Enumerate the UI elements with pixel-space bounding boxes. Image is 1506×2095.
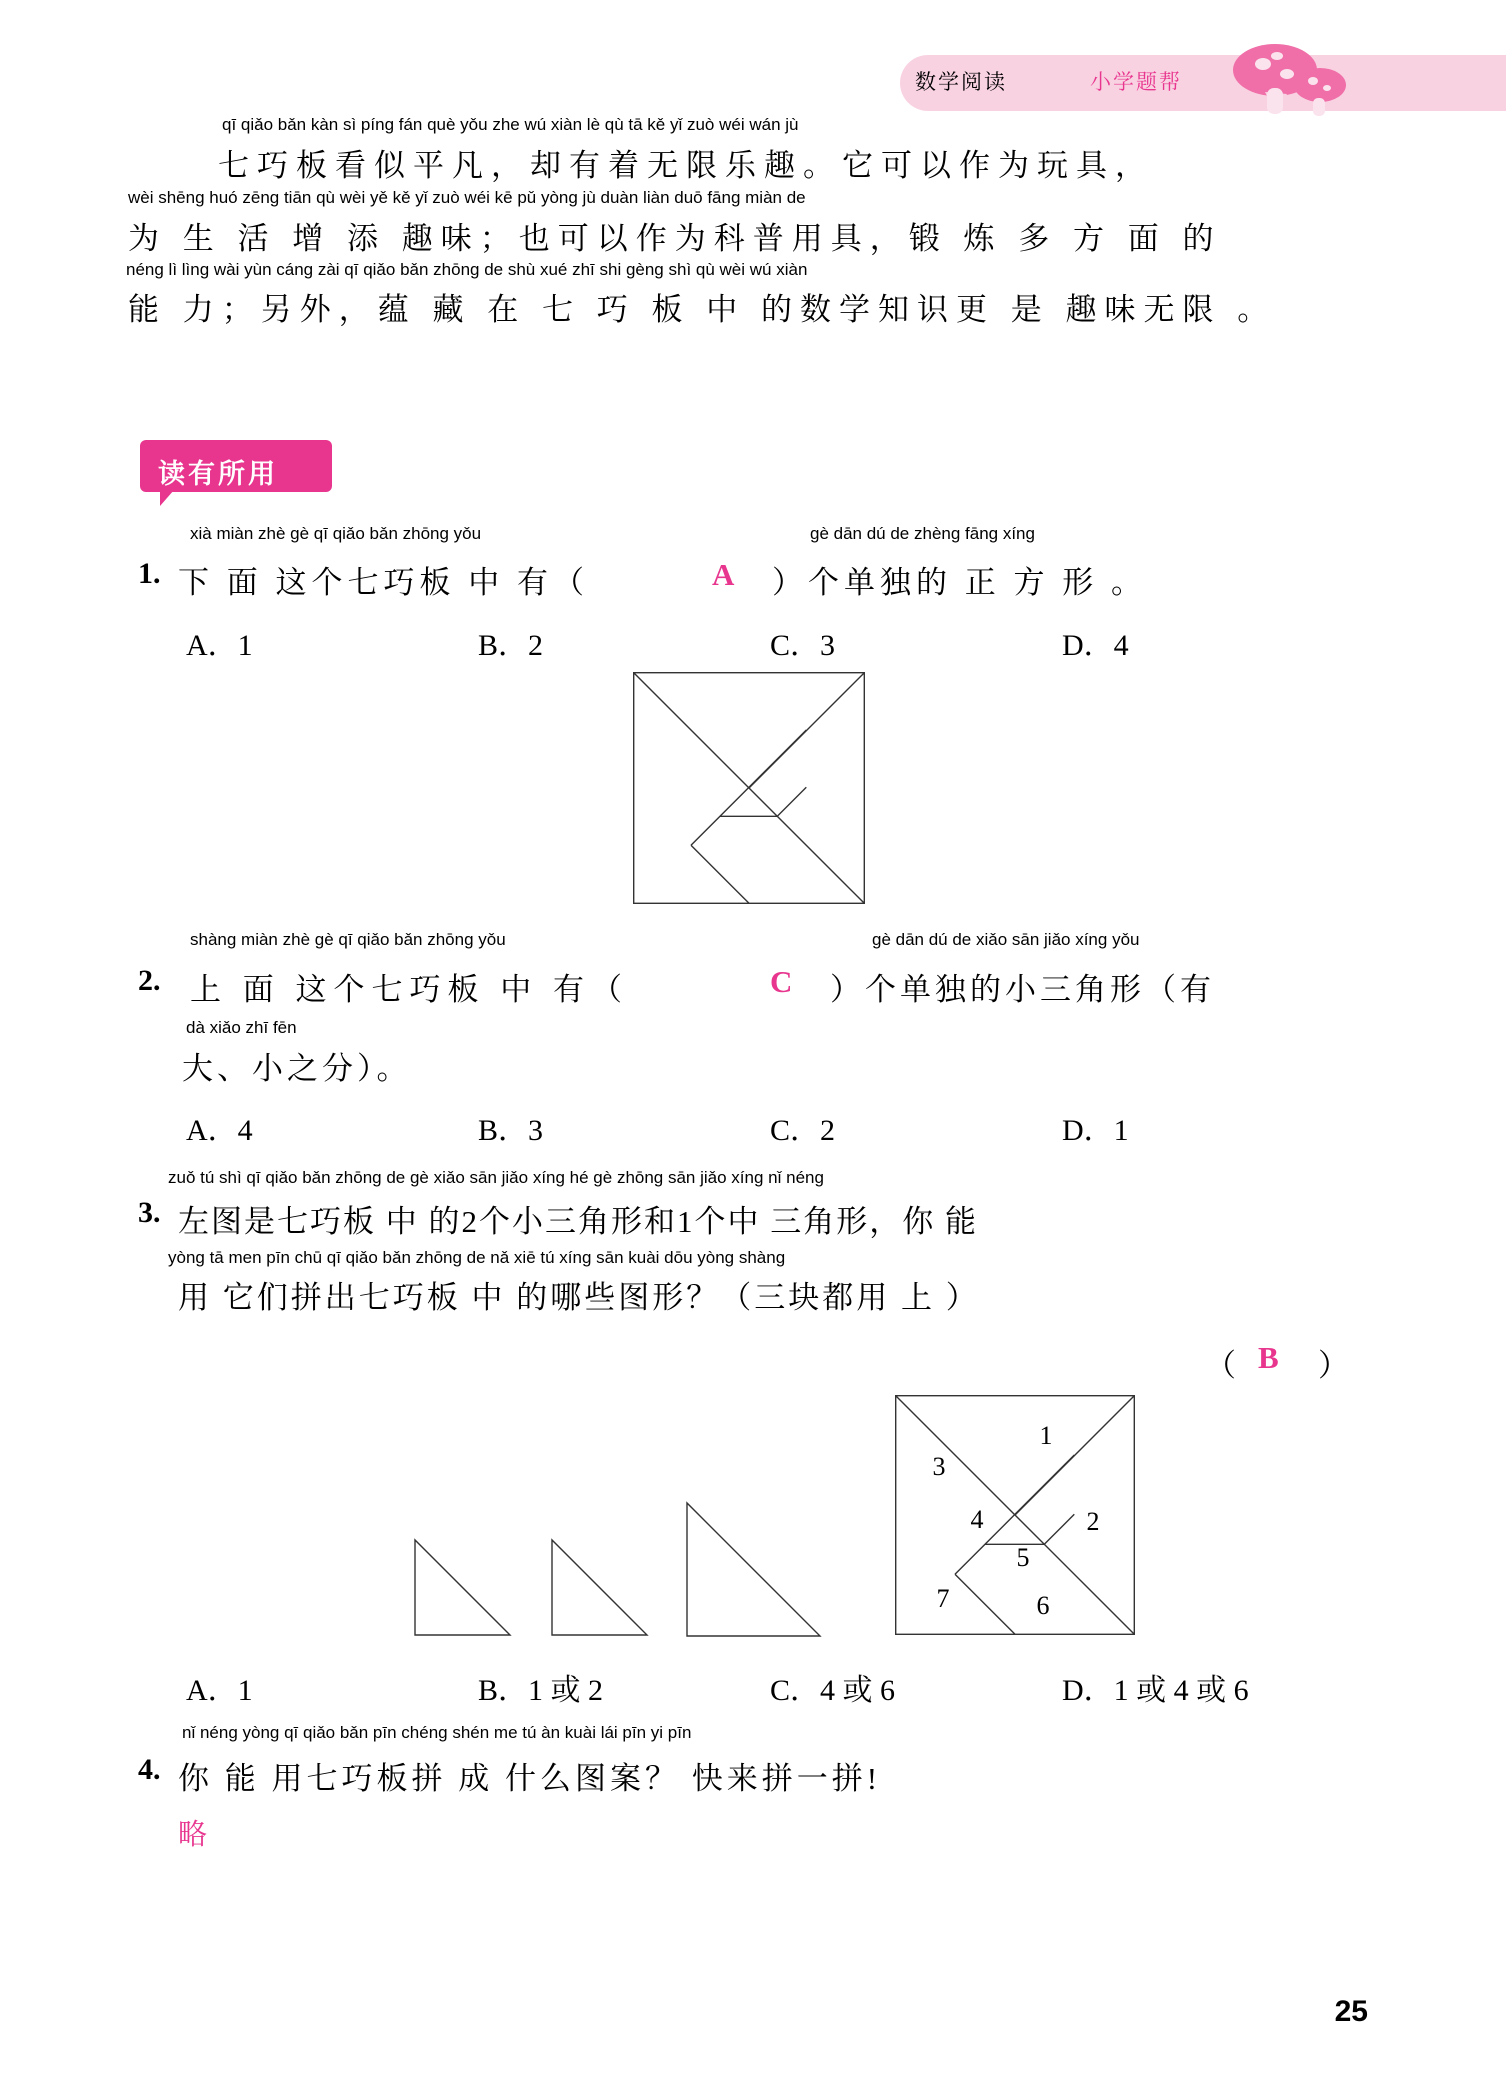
intro-han-line-1: 七巧板看似平凡，却有着无限乐趣。它可以作为玩具，	[218, 148, 1154, 183]
q2-number: 2.	[138, 964, 161, 997]
q2-option-b[interactable]: B．3	[478, 1114, 544, 1147]
q3-pinyin-line2: yòng tā men pīn chū qī qiǎo bǎn zhōng de nǎ xiē tú xíng sān kuài dōu yòng shàng	[168, 1248, 786, 1267]
q1-number: 1.	[138, 557, 161, 590]
tangram-label-5: 5	[1016, 1543, 1030, 1572]
q1-option-a[interactable]: A．1	[186, 629, 253, 662]
q3-answer-paren-close: ）	[1318, 1348, 1351, 1383]
q2-pinyin-right: gè dān dú de xiǎo sān jiǎo xíng yǒu	[872, 930, 1140, 949]
q3-option-b[interactable]: B．1 或 2	[478, 1674, 604, 1707]
q2-text-after: ）个单独的小三角形（有	[830, 972, 1215, 1007]
q4-pinyin-line1: nǐ néng yòng qī qiǎo bǎn pīn chéng shén me tú àn kuài lái pīn yi pīn	[182, 1723, 692, 1742]
q1-option-c[interactable]: C．3	[770, 629, 836, 662]
q1-pinyin-right: gè dān dú de zhèng fāng xíng	[810, 524, 1035, 543]
tangram-label-3: 3	[932, 1452, 946, 1481]
intro-han-line-2: 为 生 活 增 添 趣味；也可以作为科普用具，锻 炼 多 方 面 的	[128, 221, 1222, 256]
q1-option-b[interactable]: B．2	[478, 629, 544, 662]
tangram-numbered-diagram	[895, 1395, 1135, 1635]
q2-pinyin-line2: dà xiǎo zhī fēn	[186, 1018, 297, 1037]
intro-pinyin-line-1: qī qiǎo bǎn kàn sì píng fán què yǒu zhe wú xiàn lè qù tā kě yǐ zuò wéi wán jù	[222, 115, 799, 134]
q3-pinyin-line1: zuǒ tú shì qī qiǎo bǎn zhōng de gè xiǎo sān jiǎo xíng hé gè zhōng sān jiǎo xíng nǐ néng	[168, 1168, 824, 1187]
q2-option-c[interactable]: C．2	[770, 1114, 836, 1147]
q3-option-c[interactable]: C．4 或 6	[770, 1674, 896, 1707]
q2-pinyin-left: shàng miàn zhè gè qī qiǎo bǎn zhōng yǒu	[190, 930, 506, 949]
brand-label: 小学题帮	[1090, 71, 1182, 94]
section-tag-label: 读有所用	[158, 459, 278, 489]
tangram-label-6: 6	[1036, 1591, 1050, 1620]
q1-text-before: 下 面 这个七巧板 中 有（	[178, 565, 589, 600]
tangram-label-7: 7	[936, 1584, 950, 1613]
mushroom-icon	[1215, 40, 1365, 120]
tangram-label-1: 1	[1039, 1421, 1053, 1450]
q4-number: 4.	[138, 1753, 161, 1786]
tangram-label-2: 2	[1086, 1507, 1100, 1536]
q3-answer[interactable]: B	[1258, 1340, 1281, 1375]
q3-text-line2: 用 它们拼出七巧板 中 的哪些图形？（三块都用 上 ）	[178, 1280, 980, 1315]
intro-pinyin-line-2: wèi shēng huó zēng tiān qù wèi yě kě yǐ zuò wéi kē pǔ yòng jù duàn liàn duō fāng miàn de	[128, 188, 806, 207]
q1-text-after: ）个单独的 正 方 形 。	[772, 565, 1147, 600]
q3-number: 3.	[138, 1196, 161, 1229]
q3-answer-paren-open: （	[1205, 1348, 1238, 1383]
q3-option-d[interactable]: D．1 或 4 或 6	[1062, 1674, 1249, 1707]
small-triangle-2	[547, 1535, 652, 1640]
tangram-label-4: 4	[970, 1505, 984, 1534]
section-tag-tail	[160, 490, 174, 506]
q4-text-line1: 你 能 用七巧板拼 成 什么图案？ 快来拼一拼!	[178, 1761, 882, 1796]
intro-han-line-3: 能 力；另外，蕴 藏 在 七 巧 板 中 的数学知识更 是 趣味无限 。	[128, 292, 1277, 327]
q2-text-line2: 大、小之分）。	[182, 1051, 412, 1086]
tangram-square-diagram	[633, 672, 865, 904]
q1-option-d[interactable]: D．4	[1062, 629, 1129, 662]
medium-triangle	[682, 1498, 827, 1643]
q3-text-line1: 左图是七巧板 中 的2个小三角形和1个中 三角形，你 能	[178, 1204, 978, 1239]
page-number: 25	[1334, 1995, 1368, 2028]
q2-option-d[interactable]: D．1	[1062, 1114, 1129, 1147]
q4-answer-note: 略	[178, 1819, 208, 1851]
q2-option-a[interactable]: A．4	[186, 1114, 253, 1147]
small-triangle-1	[410, 1535, 515, 1640]
q2-text-before: 上 面 这个七巧板 中 有（	[190, 972, 629, 1007]
q1-answer[interactable]: A	[712, 557, 737, 592]
q2-answer[interactable]: C	[770, 964, 795, 999]
q1-pinyin-left: xià miàn zhè gè qī qiǎo bǎn zhōng yǒu	[190, 524, 482, 543]
intro-pinyin-line-3: néng lì lìng wài yùn cáng zài qī qiǎo bǎn zhōng de shù xué zhī shi gèng shì qù wèi wú xiàn	[126, 260, 808, 279]
page-title: 数学阅读	[915, 71, 1007, 94]
q3-option-a[interactable]: A．1	[186, 1674, 253, 1707]
